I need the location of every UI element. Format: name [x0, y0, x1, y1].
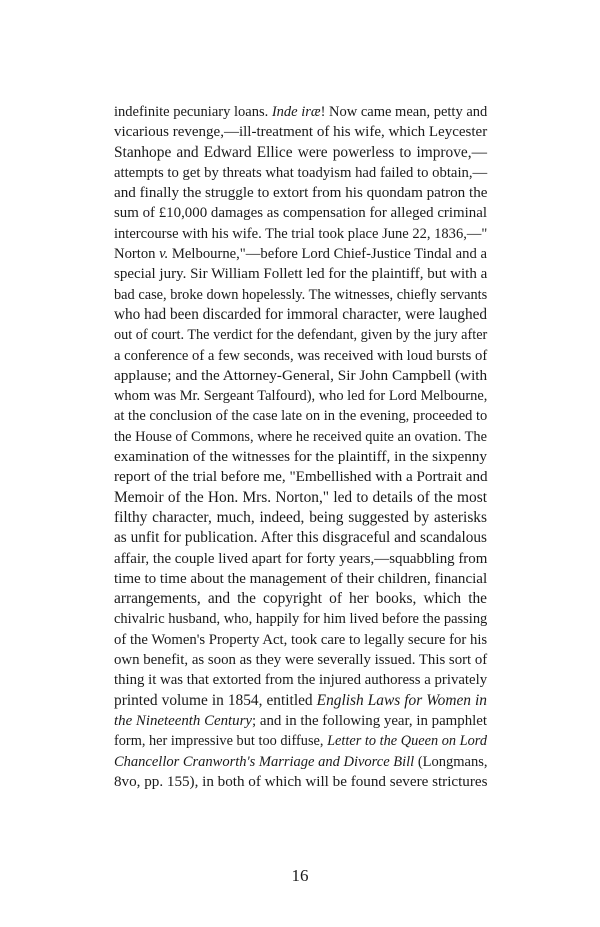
text-line	[114, 406, 487, 426]
text-line	[114, 264, 487, 284]
text-run: thing it was that extorted from the injured authoress a privately	[114, 672, 488, 689]
text-line	[114, 224, 487, 244]
text-line	[114, 589, 487, 609]
text-line	[114, 102, 487, 122]
text-run: sum of £10,000 damages as compensation for alleged criminal	[114, 205, 487, 222]
text-line	[114, 488, 487, 508]
text-line	[114, 731, 487, 751]
text-run: 8vo, pp. 155), in both of which will be found severe strictures	[114, 773, 488, 790]
text-line	[114, 752, 487, 772]
text-line	[114, 366, 487, 386]
text-run: and finally the struggle to extort from his quondam patron the	[114, 185, 488, 202]
text-run: of the Women's Property Act, took care to legally secure for his	[114, 631, 488, 648]
body-text	[114, 102, 487, 792]
text-line	[114, 285, 487, 305]
text-line	[114, 143, 487, 163]
text-run: special jury. Sir William Follett led for the plaintiff, but with a	[114, 266, 488, 283]
text-run: printed volume in 1854, entitled	[114, 691, 317, 709]
text-run: who had been discarded for immoral character, were laughed	[114, 305, 487, 323]
text-run: Norton	[114, 246, 160, 263]
text-run: form, her impressive but too diffuse,	[114, 733, 328, 750]
text-run: ! Now came mean, petty and	[320, 104, 488, 120]
text-line	[114, 650, 487, 670]
text-line	[114, 346, 487, 366]
text-run: (Longmans,	[414, 753, 488, 770]
text-line	[114, 772, 487, 792]
text-run: examination of the witnesses for the plaintiff, in the sixpenny	[114, 448, 487, 466]
text-run: Melbourne,"—before Lord Chief-Justice Tindal and a	[168, 246, 487, 263]
italic-text: Letter to the Queen on Lord	[327, 733, 487, 750]
text-line	[114, 244, 487, 264]
text-run: affair, the couple lived apart for forty years,—squabbling from	[114, 550, 488, 567]
text-line	[114, 386, 487, 406]
text-line	[114, 670, 487, 690]
text-run: time to time about the management of their children, financial	[114, 570, 488, 587]
text-run: out of court. The verdict for the defendant, given by the jury after	[114, 327, 488, 344]
text-line	[114, 305, 487, 325]
text-run: applause; and the Attorney-General, Sir John Campbell (with	[114, 366, 488, 384]
text-line	[114, 467, 487, 487]
italic-text: the Nineteenth Century	[114, 712, 253, 729]
text-run: own benefit, as soon as they were severally issued. This sort of	[114, 652, 488, 669]
text-line	[114, 630, 487, 650]
text-line	[114, 508, 487, 528]
italic-text: Chancellor Cranworth's Marriage and Divorce Bill	[114, 753, 415, 770]
text-line	[114, 609, 487, 629]
italic-text: English Laws for Women in	[316, 691, 487, 709]
text-run: Stanhope and Edward Ellice were powerless to improve,—	[114, 143, 487, 161]
text-run: filthy character, much, indeed, being suggested by asterisks	[114, 508, 487, 526]
text-line	[114, 183, 487, 203]
text-run: at the conclusion of the case late on in the evening, proceeded to	[114, 408, 488, 425]
text-line	[114, 691, 487, 711]
text-run: the House of Commons, where he received quite an ovation. The	[114, 428, 487, 445]
text-run: Memoir of the Hon. Mrs. Norton," led to details of the most	[114, 488, 487, 506]
text-run: report of the trial before me, "Embellished with a Portrait and	[114, 468, 488, 486]
text-run: intercourse with his wife. The trial took place June 22, 1836,—"	[114, 225, 488, 242]
italic-text: v.	[159, 246, 169, 263]
text-line	[114, 569, 487, 589]
text-line	[114, 203, 487, 223]
text-line	[114, 325, 487, 345]
page-number: 16	[291, 866, 309, 885]
text-line	[114, 427, 487, 447]
text-run: chivalric husband, who, happily for him lived before the passing	[114, 611, 488, 628]
text-line	[114, 447, 487, 467]
text-run: indefinite pecuniary loans.	[114, 104, 272, 120]
text-line	[114, 711, 487, 731]
text-run: attempts to get by threats what toadyism had failed to obtain,—	[114, 164, 488, 181]
text-run: bad case, broke down hopelessly. The witnesses, chiefly servants	[114, 286, 488, 303]
text-run: a conference of a few seconds, was received with loud bursts of	[114, 347, 488, 364]
text-line	[114, 122, 487, 142]
text-line	[114, 528, 487, 548]
italic-text: Inde iræ	[271, 104, 321, 120]
text-run: vicarious revenge,—ill-treatment of his wife, which Leycester	[114, 124, 488, 141]
text-run: arrangements, and the copyright of her books, which the	[114, 590, 487, 608]
text-run: whom was Mr. Sergeant Talfourd), who led for Lord Melbourne,	[114, 388, 488, 405]
text-line	[114, 163, 487, 183]
text-line	[114, 549, 487, 569]
text-run: ; and in the following year, in pamphlet	[252, 712, 487, 729]
text-run: as unfit for publication. After this disgraceful and scandalous	[114, 529, 487, 547]
